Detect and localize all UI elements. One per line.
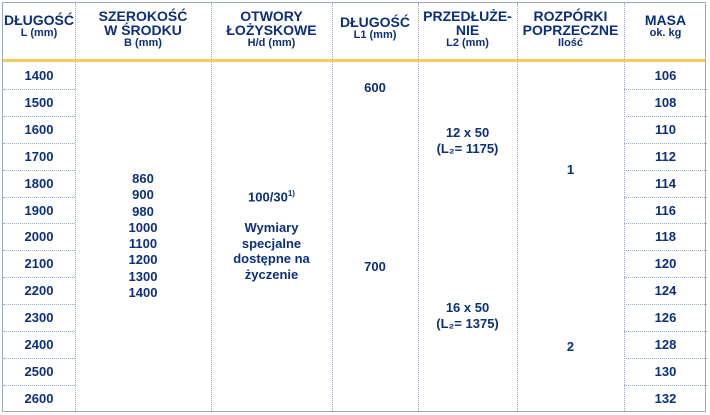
header-divider: [3, 59, 705, 62]
row-separator: [3, 250, 75, 251]
mass-value: 106: [654, 68, 677, 83]
row-separator: [624, 250, 707, 251]
mass-value: 132: [654, 390, 677, 406]
row-separator: [3, 89, 75, 90]
length-value: 2000: [24, 229, 54, 245]
l1-value: 600: [364, 80, 386, 95]
length-value: 2600: [24, 390, 54, 406]
header-extension: PRZEDŁUŻE- NIE L2 (mm): [423, 8, 512, 49]
row-separator: [624, 331, 707, 332]
spacer-count: 1: [566, 162, 575, 177]
width-value: 1100: [128, 236, 158, 252]
mass-value: 128: [654, 337, 677, 352]
extension-value: 12 x 50 (L₂= 1175): [436, 125, 499, 157]
row-separator: [624, 143, 707, 144]
bearing-holes-value: 100/30$^{1)}$: [248, 189, 295, 205]
spec-table: [2, 2, 706, 412]
mass-value: 124: [654, 283, 677, 299]
extension-value: 16 x 50 (L₂= 1375): [436, 300, 499, 332]
row-separator: [624, 223, 707, 224]
header-mass: MASA ok. kg: [644, 12, 687, 39]
row-separator: [624, 197, 707, 198]
row-separator: [3, 143, 75, 144]
header-spacers: ROZPÓRKI POPRZECZNE Ilość: [522, 8, 619, 49]
header-width: SZEROKOŚĆ W ŚRODKU B (mm): [98, 8, 188, 49]
width-value: 980: [132, 203, 154, 219]
l1-value: 700: [364, 259, 386, 274]
row-separator: [624, 116, 707, 117]
mass-value: 108: [654, 94, 677, 110]
width-value: 900: [132, 187, 154, 203]
row-separator: [3, 197, 75, 198]
width-value: 1400: [128, 285, 158, 301]
row-separator: [3, 304, 75, 305]
length-value: 1400: [24, 68, 54, 83]
row-separator: [624, 385, 707, 386]
length-value: 1900: [24, 202, 54, 218]
row-separator: [624, 358, 707, 359]
mass-value: 130: [654, 363, 677, 379]
header-bearing-holes: OTWORY ŁOŻYSKOWE H/d (mm): [226, 8, 317, 49]
row-separator: [624, 277, 707, 278]
length-value: 1500: [24, 94, 54, 110]
width-value: 1300: [128, 268, 158, 284]
mass-value: 120: [654, 256, 677, 272]
mass-value: 112: [655, 148, 676, 164]
mass-value: 110: [655, 121, 676, 137]
header-length-l1: DŁUGOŚĆ L1 (mm): [340, 14, 410, 41]
mass-value: 126: [654, 310, 677, 326]
width-value: 860: [132, 171, 154, 186]
row-separator: [3, 170, 75, 171]
width-value: 1200: [128, 252, 158, 268]
row-separator: [624, 170, 707, 171]
mass-value: 116: [655, 202, 676, 218]
row-separator: [624, 304, 707, 305]
width-values: [75, 171, 211, 301]
row-separator: [3, 223, 75, 224]
row-separator: [3, 358, 75, 359]
length-value: 1700: [24, 148, 54, 164]
mass-value: 114: [655, 175, 676, 191]
spacer-count: 2: [566, 339, 575, 354]
row-separator: [3, 277, 75, 278]
header-length: DŁUGOŚĆ L (mm): [4, 12, 74, 39]
length-value: 2200: [24, 283, 54, 299]
row-separator: [3, 116, 75, 117]
length-value: 1800: [24, 175, 54, 191]
row-separator: [3, 385, 75, 386]
length-value: 1600: [24, 121, 54, 137]
length-value: 2100: [24, 256, 54, 272]
length-value: 2300: [24, 310, 54, 326]
length-value: 2400: [24, 337, 54, 352]
row-separator: [3, 331, 75, 332]
width-value: 1000: [128, 219, 158, 235]
row-separator: [624, 89, 707, 90]
length-value: 2500: [24, 363, 54, 379]
mass-value: 118: [655, 229, 676, 245]
bearing-note: Wymiary specjalne dostępne na życzenie: [233, 220, 310, 282]
